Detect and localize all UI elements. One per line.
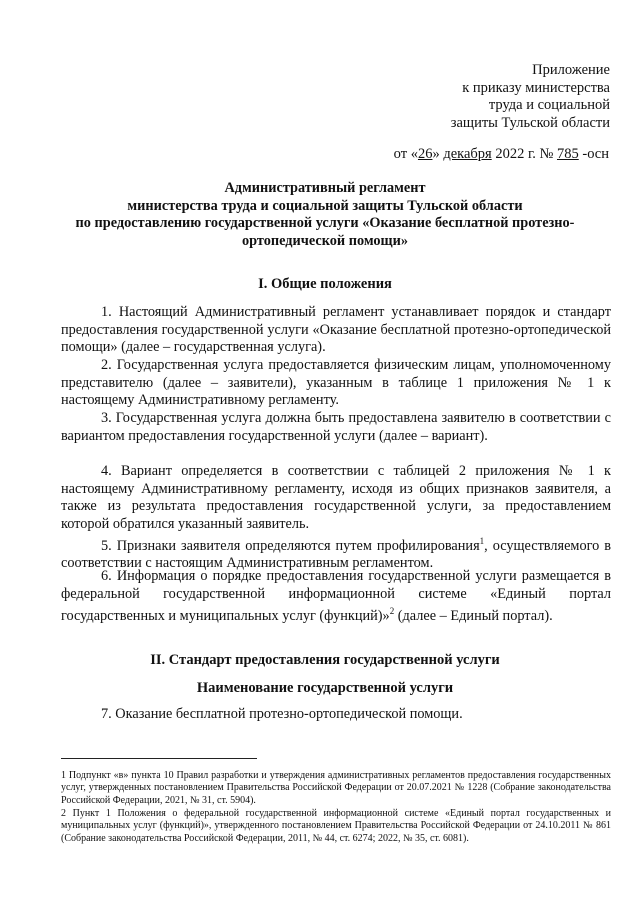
order-number: 785	[556, 146, 579, 162]
order-month: декабря	[443, 146, 492, 162]
paragraph-6-text-a: 6. Информация о порядке предоставления государственной услуги размещается в федеральной государственной информационной системе «Единый портал государственных и муниципальных услуг (функций)»	[61, 568, 611, 624]
section-heading-standard: II. Стандарт предоставления государственной услуги	[150, 652, 500, 668]
paragraph-4	[61, 463, 611, 533]
paragraph-2: 2. Государственная услуга предоставляется физическим лицам, уполномоченному представителю (далее – заявители), указанным в таблице 1 приложения № 1 к настоящему Административному регламенту.	[61, 357, 611, 409]
paragraph-5-text-b: , осуществляемого в соответствии с настоящим Административным регламентом.	[61, 537, 611, 572]
paragraph-1: 1. Настоящий Административный регламент устанавливает порядок и стандарт предоставления государственной услуги «Оказание бесплатной протезно-ортопедической помощи» (далее – государственная услуга).	[61, 304, 611, 356]
section-heading-general: I. Общие положения	[258, 276, 392, 292]
order-suffix: -осн	[578, 146, 609, 162]
paragraph-7: 7. Оказание бесплатной протезно-ортопедической помощи.	[101, 706, 463, 722]
title-line: Административный регламент	[224, 180, 426, 196]
appendix-header	[451, 62, 610, 132]
order-year: 2022 г. №	[491, 146, 557, 162]
footnote-2: 2 Пункт 1 Положения о федеральной государственной информационной системе «Единый портал государственных и муниципальных услуг (функций)», утвержденного постановлением Правительства Российской Федерации от 24.10.2011 № 861 (Собрание законодательства Российской Федерации, 2011, № 44, ст. 6274; 2022, № 35, ст. 6081).	[61, 808, 611, 844]
title-line: по предоставлению государственной услуги «Оказание бесплатной протезно-	[75, 215, 575, 232]
footnote-divider	[61, 758, 257, 759]
footnote-ref-2[interactable]: 2	[389, 606, 395, 617]
footnote-ref-1[interactable]: 1	[479, 536, 485, 546]
appendix-line: защиты Тульской области	[450, 114, 610, 131]
order-prefix: от «	[393, 146, 418, 162]
paragraph-4-text: 4. Вариант определяется в соответствии с таблицей 2 приложения № 1 к настоящему Административному регламенту, исходя из общих признаков заявителя, а также из результата предоставления государственной услуги, за предоставлением которой обратился указанный заявитель.	[61, 463, 611, 532]
document-title	[40, 180, 610, 250]
appendix-line: к приказу министерства	[462, 79, 610, 96]
paragraph-6	[61, 568, 611, 626]
paragraph-3: 3. Государственная услуга должна быть предоставлена заявителю в соответствии с вариантом предоставления государственной услуги (далее – вариант).	[61, 410, 611, 444]
paragraph-5-text-a: 5. Признаки заявителя определяются путем профилирования	[101, 537, 480, 554]
appendix-line: труда и социальной	[488, 97, 610, 113]
appendix-line: Приложение	[532, 62, 610, 78]
subheading-service-name: Наименование государственной услуги	[196, 680, 454, 696]
title-line: ортопедической помощи»	[242, 232, 408, 249]
title-line: министерства труда и социальной защиты Тульской области	[127, 197, 523, 214]
footnote-1: 1 Подпункт «в» пункта 10 Правил разработки и утверждения административных регламентов предоставления государственных услуг, утвержденных постановлением Правительства Российской Федерации от 20.07.2021 № 1228 (Собрание законодательства Российской Федерации, 2021, № 31, ст. 5904).	[61, 770, 611, 806]
paragraph-6-text-b: (далее – Единый портал).	[394, 607, 553, 624]
order-mid: »	[432, 146, 444, 162]
order-day: 26	[417, 146, 433, 162]
paragraph-5	[61, 533, 611, 573]
order-reference	[394, 146, 609, 163]
